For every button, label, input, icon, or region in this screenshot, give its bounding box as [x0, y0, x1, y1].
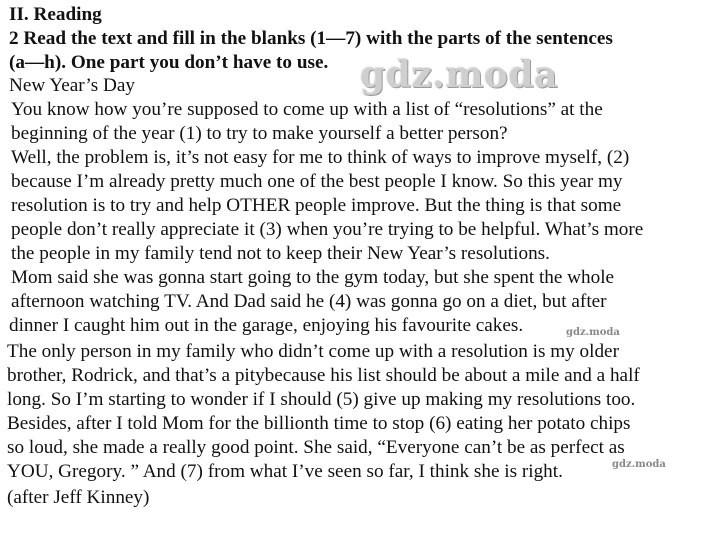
section-heading: II. Reading [9, 4, 102, 25]
text-line-16: YOU, Gregory. ” And (7) from what I’ve seen so far, I think she is right. [7, 461, 563, 482]
text-line-5: resolution is to try and help OTHER people improve. But the thing is that some [11, 195, 622, 216]
text-line-10: dinner I caught him out in the garage, enjoying his favourite cakes. [9, 315, 524, 336]
text-line-9: afternoon watching TV. And Dad said he (4) was gonna go on a diet, but after [11, 291, 607, 312]
watermark-logo: gdz.moda [360, 54, 558, 96]
watermark-small-1: gdz.moda [566, 327, 620, 338]
text-line-8: Mom said she was gonna start going to the gym today, but she spent the whole [11, 267, 615, 288]
text-line-3: Well, the problem is, it’s not easy for me to think of ways to improve myself, (2) [11, 147, 630, 168]
text-line-14: Besides, after I told Mom for the billionth time to stop (6) eating her potato chips [7, 413, 631, 434]
text-line-7: the people in my family tend not to keep their New Year’s resolutions. [11, 243, 550, 264]
instruction-line-2: (a—h). One part you don’t have to use. [9, 52, 329, 73]
watermark-small-2: gdz.moda [612, 459, 666, 470]
text-title: New Year’s Day [9, 75, 135, 96]
text-line-15: so loud, she made a really good point. She said, “Everyone can’t be as perfect as [7, 437, 625, 458]
attribution: (after Jeff Kinney) [7, 487, 150, 508]
text-line-12: brother, Rodrick, and that’s a pitybecause his list should be about a mile and a half [7, 365, 640, 386]
text-line-1: You know how you’re supposed to come up with a list of “resolutions” at the [11, 99, 603, 120]
instruction-line-1: 2 Read the text and fill in the blanks (1—7) with the parts of the sentences [9, 28, 613, 49]
text-line-4: because I’m already pretty much one of the best people I know. So this year my [11, 171, 623, 192]
text-line-2: beginning of the year (1) to try to make yourself a better person? [11, 123, 508, 144]
text-line-13: long. So I’m starting to wonder if I should (5) give up making my resolutions too. [7, 389, 636, 410]
text-line-11: The only person in my family who didn’t come up with a resolution is my older [7, 341, 619, 362]
text-line-6: people don’t really appreciate it (3) when you’re trying to be helpful. What’s more [11, 219, 644, 240]
